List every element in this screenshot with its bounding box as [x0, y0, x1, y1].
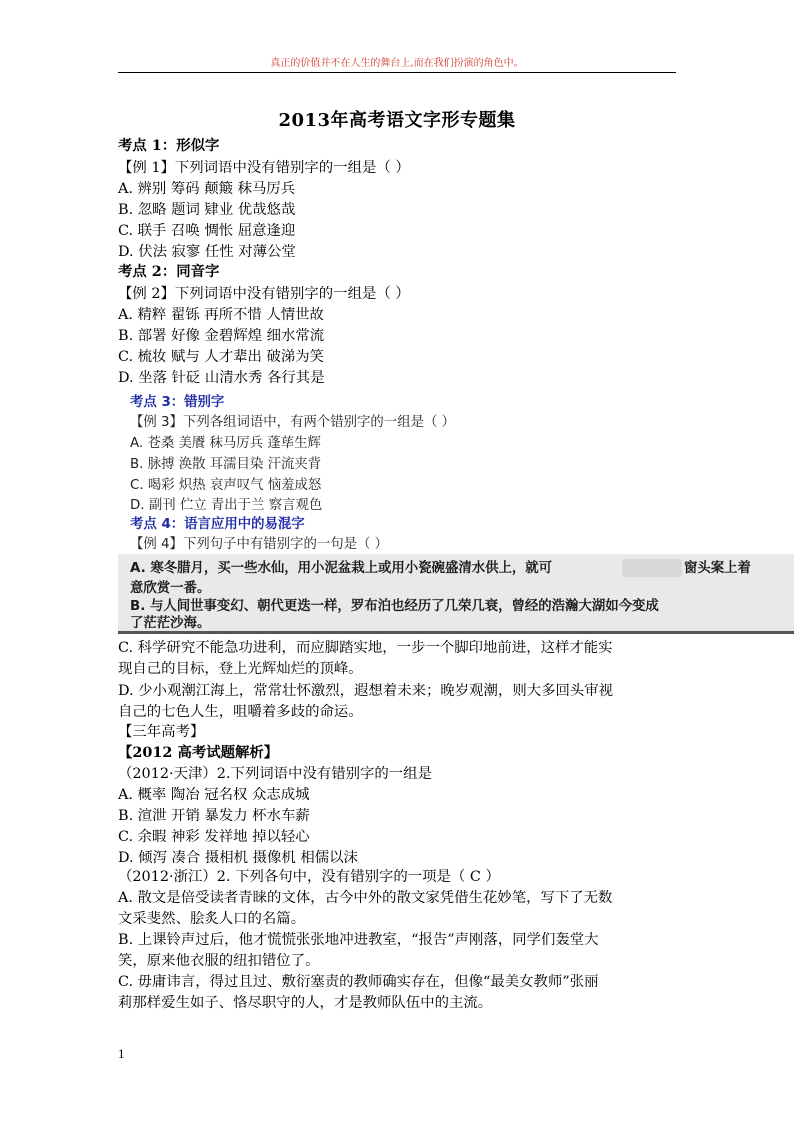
section1-option: C. 联手 召唤 惆怅 屈意逢迎: [118, 223, 296, 239]
section1-option: D. 伏法 寂寥 任性 对薄公堂: [118, 244, 296, 260]
scan-option: D. 副刊 伫立 青出于兰 察言观色: [130, 498, 323, 513]
section2-option: D. 坐落 针砭 山清水秀 各行其是: [118, 370, 325, 386]
scan-option-b-line2: 了茫茫沙海。: [130, 616, 211, 631]
zhejiang-question: （2012·浙江）2. 下列各句中，没有错别字的一项是（ C ）: [118, 869, 500, 885]
section1-option: A. 辨别 筹码 颠簸 秣马厉兵: [118, 181, 296, 197]
scan-question-4: 【例 4】下列句子中有错别字的一句是（ ）: [130, 537, 389, 552]
document-title: 2013年高考语文字形专题集: [278, 110, 516, 131]
scan-option: B. 脉搏 涣散 耳濡目染 汗流夹背: [130, 457, 322, 472]
section1-question: 【例 1】下列词语中没有错别字的一组是（ ）: [118, 160, 410, 176]
section1-heading: 考点 1：形似字: [118, 137, 220, 154]
section2-option: B. 部署 好像 金碧辉煌 细水常流: [118, 328, 325, 344]
scan-heading-3: 考点 3：错别字: [130, 395, 225, 410]
scan-option: C. 喝彩 炽热 哀声叹气 恼羞成怒: [130, 478, 322, 493]
analysis-heading: 【2012 高考试题解析】: [118, 744, 279, 761]
zhejiang-line: 笑，原来他衣服的纽扣错位了。: [118, 953, 320, 969]
scan-option-a-line1-end: 窗头案上着: [684, 561, 751, 576]
page-number: 1: [118, 1046, 125, 1061]
scan-question-3: 【例 3】下列各组词语中，有两个错别字的一组是（ ）: [130, 415, 456, 430]
example4-option-d-line2: 自己的七色人生，咀嚼着多歧的命运。: [118, 704, 363, 720]
scan-option-b-line1: B. 与人间世事变幻、朝代更迭一样，罗布泊也经历了几荣几衰，曾经的浩瀚大湖如今变成: [130, 599, 659, 614]
section2-question: 【例 2】下列词语中没有错别字的一组是（ ）: [118, 286, 410, 302]
scan-option: A. 苍桑 美餍 秣马厉兵 蓬荜生辉: [130, 436, 321, 451]
section2-heading: 考点 2：同音字: [118, 263, 220, 280]
example4-option-c-line1: C. 科学研究不能急功进利，而应脚踏实地，一步一个脚印地前进，这样才能实: [118, 640, 613, 656]
scan-option-a-line2: 意欣赏一番。: [130, 581, 211, 596]
section2-option: A. 精粹 翟铄 再所不惜 人情世故: [118, 307, 324, 323]
scan-option-a-line1: A. 寒冬腊月，买一些水仙，用小泥盆栽上或用小瓷碗盛清水供上，就可: [130, 561, 553, 576]
embedded-scan-image: [118, 389, 794, 634]
section1-option: B. 忽略 题词 肄业 优哉悠哉: [118, 202, 296, 218]
zhejiang-line: 莉那样爱生如子、恪尽职守的人，才是教师队伍中的主流。: [118, 995, 493, 1011]
zhejiang-line: B. 上课铃声过后，他才慌慌张张地冲进教室，“报告”声刚落，同学们轰堂大: [118, 932, 599, 948]
tianjin-option: C. 余暇 神彩 发祥地 掉以轻心: [118, 829, 310, 845]
page-header-motto: 真正的价值并不在人生的舞台上,而在我们扮演的角色中。: [270, 58, 524, 69]
zhejiang-line: C. 毋庸讳言，得过且过、敷衍塞责的教师确实存在，但像“最美女教师”张丽: [118, 974, 599, 990]
zhejiang-line: A. 散文是倍受读者青睐的文体，古今中外的散文家凭借生花妙笔，写下了无数: [118, 890, 613, 906]
tianjin-question: （2012·天津）2.下列词语中没有错别字的一组是: [118, 766, 432, 782]
zhejiang-line: 文采斐然、脍炙人口的名篇。: [118, 911, 306, 927]
tianjin-option: D. 倾泻 凑合 摄相机 摄像机 相儒以沫: [118, 850, 358, 866]
example4-option-c-line2: 现自己的目标，登上光辉灿烂的顶峰。: [118, 661, 363, 677]
header-divider: [118, 72, 676, 73]
scan-blurred-patch: [622, 559, 682, 577]
section2-option: C. 梳妆 赋与 人才辈出 破涕为笑: [118, 349, 325, 365]
scan-heading-4: 考点 4：语言应用中的易混字: [130, 517, 305, 532]
tianjin-option: A. 概率 陶冶 冠名权 众志成城: [118, 787, 310, 803]
example4-option-d-line1: D. 少小观潮江海上，常常壮怀激烈，遐想着未来；晚岁观潮，则大多回头审视: [118, 683, 614, 699]
three-years-heading: 【三年高考】: [118, 724, 205, 740]
tianjin-option: B. 渲泄 开销 暴发力 杯水车薪: [118, 808, 310, 824]
